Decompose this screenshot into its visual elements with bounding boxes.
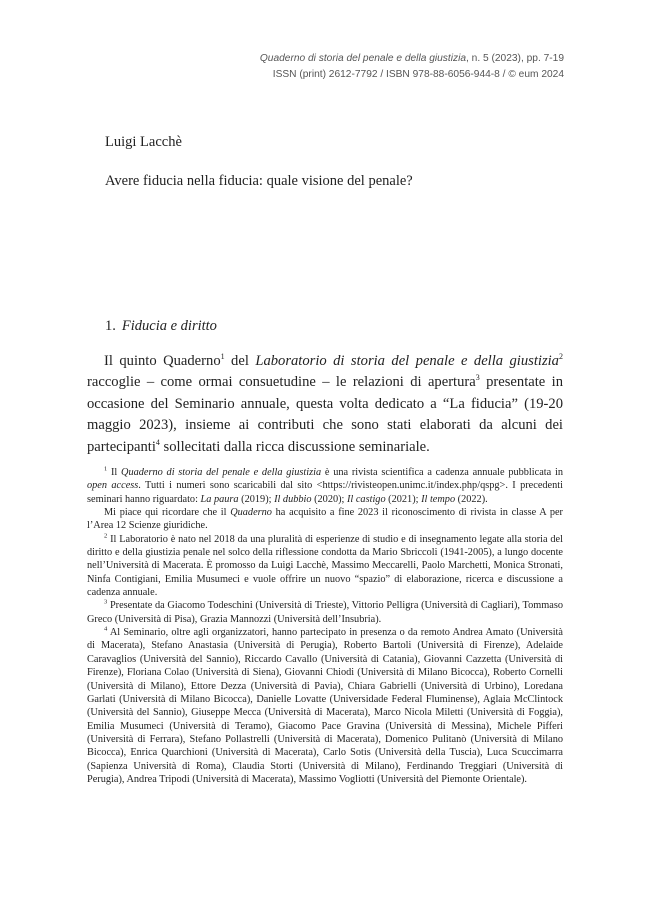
footnote-text: Al Seminario, oltre agli organizzatori, hanno partecipato in presenza o da remoto Andrea Amato (Università di Macerata), Stefano Anastasia (Università di Perugia), Roberto Bartoli (Università di Firenze), Adelaide Caravaglios (Università del Sannio), Riccardo Cavallo (Università di Catania), Giovanni Cazzetta (Università di Firenze), Floriana Colao (Università di Siena), Giovanni Chiodi (Università di Milano Bicocca), Roberto Cornelli (Università di Milano), Ettore Dezza (Università di Pavia), Chiara Gabrielli (Università di Urbino), Loredana Garlati (Università di Milano Bicocca), Danielle Lovatte (Universidade Federal Fluminense), Aglaia McClintock (Università del Sannio), Giuseppe Mecca (Università di Macerata), Marco Nicola Miletti (Università di Foggia), Emilia Musumeci (Università di Teramo), Giacomo Pace Gravina (Università di Messina), Michele Pifferi (Università di Ferrara), Stefano Pollastrelli (Università di Macerata), Domenico Pulitanò (Università di Milano Bicocca), Enrica Quarchioni (Università di Macerata), Carlo Sotis (Università della Tuscia), Luca Scuccimarra (Sapienza Università di Roma), Claudia Storti (Università di Milano), Ferdinando Treggiari (Università di Perugia), Andrea Tripodi (Università di Macerata), Massimo Vogliotti (Università del Piemonte Orientale).	[87, 627, 563, 785]
article-title: Avere fiducia nella fiducia: quale visione del penale?	[105, 173, 413, 189]
footnote-text: (2019);	[238, 493, 275, 505]
section-heading	[105, 318, 217, 335]
footnote-text: (2022).	[455, 493, 488, 505]
footnote-number: 4	[104, 625, 108, 633]
footnote-4	[87, 626, 563, 786]
footnote-italic: La paura	[200, 493, 239, 505]
footnote-ref-3[interactable]: 3	[475, 373, 480, 383]
body-text-run: presentate in occasione del Seminario annuale, questa volta dedicato a “La fiducia” (19-20 maggio 2023), insieme ai contributi che sono stati elaborati da alcuni dei partecipanti	[87, 374, 563, 455]
footnote-italic: open access	[87, 480, 139, 492]
body-text-run: raccoglie – come ormai consuetudine – le relazioni di apertura	[87, 374, 476, 391]
footnote-italic: Quaderno di storia del penale e della giustizia	[121, 467, 322, 478]
footnote-italic: Il tempo	[421, 493, 456, 505]
footnote-number: 3	[104, 599, 108, 607]
body-text-run: del	[224, 353, 256, 369]
author-name: Luigi Lacchè	[105, 134, 182, 150]
body-paragraph	[87, 351, 563, 458]
footnotes	[87, 466, 563, 786]
footnote-number: 2	[104, 532, 108, 540]
footnote-text: (2020);	[311, 493, 347, 505]
footnote-text: è una rivista scientifica a cadenza annuale pubblicata in	[321, 467, 563, 478]
footnote-text: ha acquisito a fine 2023 il riconoscimento di rivista in classe A per l’Area 12 Scienze giuridiche.	[87, 507, 563, 532]
footnote-1	[87, 466, 563, 506]
footnote-text: . Tutti i numeri sono scaricabili dal sito <https://rivisteopen.unimc.it/index.php/qspg>. I precedenti seminari hanno riguardato:	[87, 480, 563, 505]
footnote-text: Presentate da Giacomo Todeschini (Università di Trieste), Vittorio Pelligra (Università di Cagliari), Tommaso Greco (Università di Pisa), Grazia Mannozzi (Università dell’Insubria).	[87, 600, 563, 625]
footnote-3	[87, 599, 563, 626]
footnote-1-continued	[87, 506, 563, 533]
issn-line: ISSN (print) 2612-7792 / ISBN 978-88-6056-944-8 / © eum 2024	[272, 69, 564, 80]
laboratory-name: Laboratorio di storia del penale e della giustizia	[255, 353, 559, 369]
citation-details: , n. 5 (2023), pp. 7-19	[466, 53, 564, 64]
journal-name: Quaderno di storia del penale e della giustizia	[259, 53, 467, 64]
footnote-number: 1	[104, 465, 108, 473]
running-header	[260, 51, 564, 83]
body-text-run: Il quinto Quaderno	[104, 353, 221, 369]
body-text-run: sollecitati dalla ricca discussione seminariale.	[159, 438, 430, 455]
footnote-ref-4[interactable]: 4	[155, 437, 160, 447]
footnote-ref-2[interactable]: 2	[558, 352, 563, 362]
section-title: Fiducia e diritto	[121, 318, 217, 334]
footnote-italic: Quaderno	[230, 507, 272, 519]
footnote-text: (2021);	[385, 493, 422, 505]
footnote-italic: Il dubbio	[274, 493, 312, 505]
footnote-text: Il Laboratorio è nato nel 2018 da una pluralità di esperienze di studio e di insegnamento legate alla storia del diritto e della giustizia penale nel solco della riflessione condotta da Mario Sbriccoli (1941-2005), a lungo docente nell’Università di Macerata. È promosso da Luigi Lacchè, Massimo Meccarelli, Paolo Marchetti, Monica Stronati, Ninfa Contigiani, Emilia Musumeci e vuole offrire un nuovo “spazio” di elaborazione, ricerca e discussione a cadenza annuale.	[87, 533, 563, 599]
footnote-2	[87, 533, 563, 600]
footnote-italic: Il castigo	[347, 493, 386, 505]
journal-citation	[260, 51, 564, 67]
footnote-ref-1[interactable]: 1	[220, 352, 225, 362]
footnote-text: Il	[107, 467, 122, 478]
footnote-text: Mi piace qui ricordare che il	[104, 507, 231, 519]
section-number: 1.	[105, 318, 116, 334]
